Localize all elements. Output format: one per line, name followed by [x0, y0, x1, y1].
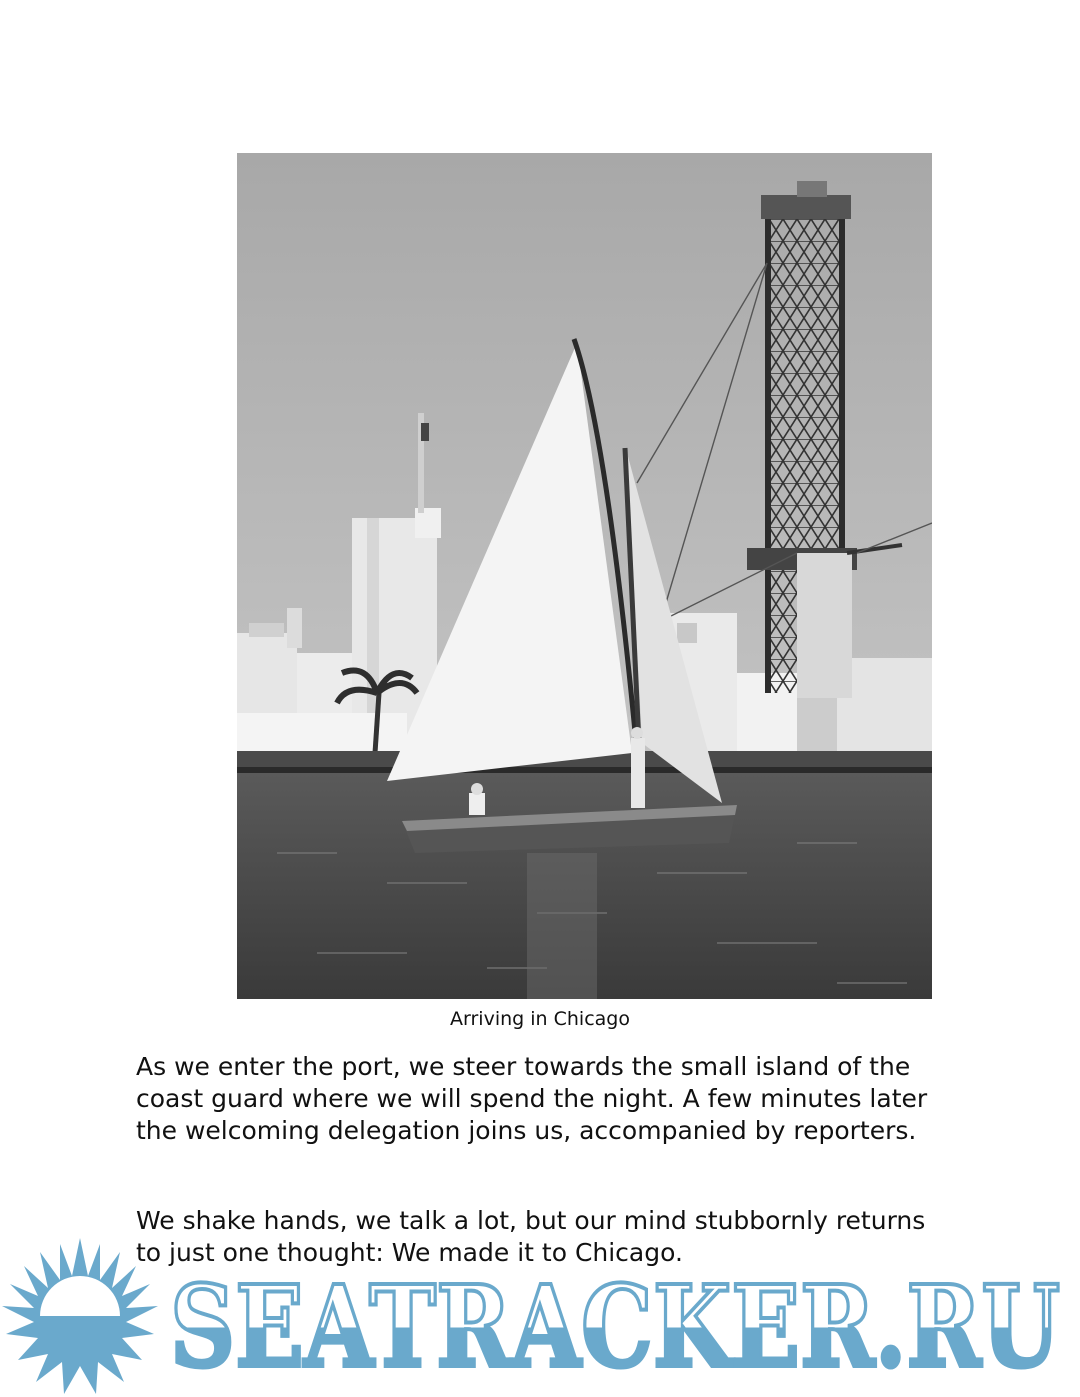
- sun-icon: [2, 1238, 158, 1394]
- body-paragraph: As we enter the port, we steer towards the small island of the coast guard where we will spend the night. A few minutes later the welcoming delegation joins us, accompanied by reporters.: [136, 1052, 928, 1145]
- body-paragraph: We shake hands, we talk a lot, but our mind stubbornly returns to just one thought: We made it to Chicago.: [136, 1206, 926, 1267]
- photo-arriving-in-chicago: [237, 153, 932, 999]
- figure-caption: Arriving in Chicago: [450, 1008, 630, 1030]
- watermark-logo: [0, 1238, 1080, 1397]
- watermark-text: SEATRACKER.RU: [170, 1262, 1060, 1393]
